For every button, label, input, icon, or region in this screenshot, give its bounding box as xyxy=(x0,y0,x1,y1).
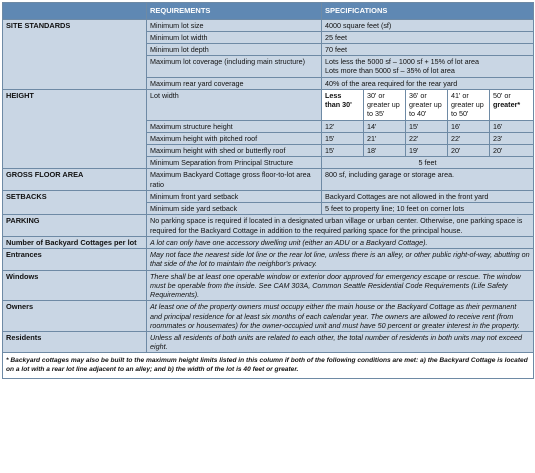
residents-text: Unless all residents of both units are related to each other, the total number of residents in both units may not exceed eight. xyxy=(147,331,534,352)
val: 16' xyxy=(448,120,490,132)
lot-width-col-5-a: 50' or xyxy=(493,90,511,100)
spec-gfa: 800 sf, including garage or storage area. xyxy=(322,169,534,190)
req-front-setback: Minimum front yard setback xyxy=(147,190,322,202)
entrances-text: May not face the nearest side lot line or the rear lot line, unless there is an alley, or other public right-of-way, abutting on that side of the lot to maintain the neighbor's privacy. xyxy=(147,249,534,270)
req-gfa-ratio: Maximum Backyard Cottage gross floor-to-lot area ratio xyxy=(147,169,322,190)
number-label: Number of Backyard Cottages per lot xyxy=(3,236,147,248)
entrances-label: Entrances xyxy=(3,249,147,270)
header-row xyxy=(3,3,534,20)
lot-width-col-5 xyxy=(490,89,534,120)
setbacks-label: SETBACKS xyxy=(3,190,147,214)
req-max-height-pitched: Maximum height with pitched roof xyxy=(147,132,322,144)
number-text: A lot can only have one accessory dwelling unit (either an ADU or a Backyard Cottage). xyxy=(147,236,534,248)
spec-lot-coverage-line-2: Lots more than 5000 sf – 35% of lot area xyxy=(325,66,455,76)
gross-floor-area-label: GROSS FLOOR AREA xyxy=(3,169,147,190)
lot-width-col-3: 36' or greater up to 40' xyxy=(406,89,448,120)
requirements-table xyxy=(2,2,534,379)
spec-min-separation: 5 feet xyxy=(322,157,534,169)
header-specifications: SPECIFICATIONS xyxy=(322,3,534,20)
lot-width-col-5-b: greater* xyxy=(493,100,521,110)
footnote-row xyxy=(3,353,534,378)
parking-label: PARKING xyxy=(3,215,147,236)
owners-row xyxy=(3,301,534,332)
lot-width-col-1 xyxy=(322,89,364,120)
spec-min-lot-size: 4000 square feet (sf) xyxy=(322,19,534,31)
spec-max-lot-coverage xyxy=(322,56,534,77)
spec-lot-coverage-line-1: Lots less the 5000 sf – 1000 sf + 15% of lot area xyxy=(325,57,480,67)
site-standards-label: SITE STANDARDS xyxy=(3,19,147,89)
req-max-lot-coverage: Maximum lot coverage (including main structure) xyxy=(147,56,322,77)
val: 23' xyxy=(490,132,534,144)
number-row xyxy=(3,236,534,248)
req-max-structure-height: Maximum structure height xyxy=(147,120,322,132)
owners-label: Owners xyxy=(3,301,147,332)
req-min-separation: Minimum Separation from Principal Structure xyxy=(147,157,322,169)
header-blank xyxy=(3,3,147,20)
spec-front-setback: Backyard Cottages are not allowed in the front yard xyxy=(322,190,534,202)
footnote: * Backyard cottages may also be built to the maximum height limits listed in this column if both of the following conditions are met: a) the Backyard Cottage is located on a lot with a rear lot line adjacent to an alley; and b) the width of the lot is 40 feet or greater. xyxy=(3,353,534,378)
windows-text: There shall be at least one operable window or exterior door approved for emergency escape or rescue. The window must be operable from the inside. See CAM 303A, Common Seattle Residential Code Requirements (Life Safety Requirements). xyxy=(147,270,534,301)
lot-width-col-1-b: than 30' xyxy=(325,100,352,110)
residents-label: Residents xyxy=(3,331,147,352)
lot-width-col-2: 30' or greater up to 35' xyxy=(364,89,406,120)
val: 16' xyxy=(490,120,534,132)
spec-min-lot-depth: 70 feet xyxy=(322,44,534,56)
lot-width-col-1-a: Less xyxy=(325,90,342,100)
val: 21' xyxy=(364,132,406,144)
lot-width-col-4: 41' or greater up to 50' xyxy=(448,89,490,120)
val: 14' xyxy=(364,120,406,132)
val: 22' xyxy=(448,132,490,144)
spec-min-lot-width: 25 feet xyxy=(322,31,534,43)
spec-max-rear-yard: 40% of the area required for the rear yard xyxy=(322,77,534,89)
site-row-1 xyxy=(3,19,534,31)
val: 18' xyxy=(364,145,406,157)
height-row-lot-width xyxy=(3,89,534,120)
req-min-lot-depth: Minimum lot depth xyxy=(147,44,322,56)
windows-label: Windows xyxy=(3,270,147,301)
val: 15' xyxy=(406,120,448,132)
setbacks-row-1 xyxy=(3,190,534,202)
val: 20' xyxy=(448,145,490,157)
entrances-row xyxy=(3,249,534,270)
parking-row xyxy=(3,215,534,236)
val: 15' xyxy=(322,132,364,144)
spec-side-setback: 5 feet to property line; 10 feet on corner lots xyxy=(322,203,534,215)
windows-row xyxy=(3,270,534,301)
header-requirements: REQUIREMENTS xyxy=(147,3,322,20)
residents-row xyxy=(3,331,534,352)
requirements-document xyxy=(2,2,533,471)
val: 19' xyxy=(406,145,448,157)
gfa-row xyxy=(3,169,534,190)
val: 22' xyxy=(406,132,448,144)
req-max-rear-yard: Maximum rear yard coverage xyxy=(147,77,322,89)
req-lot-width: Lot width xyxy=(147,89,322,120)
req-side-setback: Minimum side yard setback xyxy=(147,203,322,215)
req-min-lot-size: Minimum lot size xyxy=(147,19,322,31)
owners-text: At least one of the property owners must occupy either the main house or the Backyard Cottage as their permanent and principal residence for at least six months of each calendar year. The owners are allowed to receive rent (from roommates or housemates) for the owner-occupied unit and must have 50 percent or greater interest in the property. xyxy=(147,301,534,332)
height-label: HEIGHT xyxy=(3,89,147,169)
val: 12' xyxy=(322,120,364,132)
parking-text: No parking space is required if located in a designated urban village or urban center. Otherwise, one parking space is required for the Backyard Cottage in addition to the required parking space for the principal house. xyxy=(147,215,534,236)
req-min-lot-width: Minimum lot width xyxy=(147,31,322,43)
val: 15' xyxy=(322,145,364,157)
val: 20' xyxy=(490,145,534,157)
req-max-height-shed: Maximum height with shed or butterfly roof xyxy=(147,145,322,157)
